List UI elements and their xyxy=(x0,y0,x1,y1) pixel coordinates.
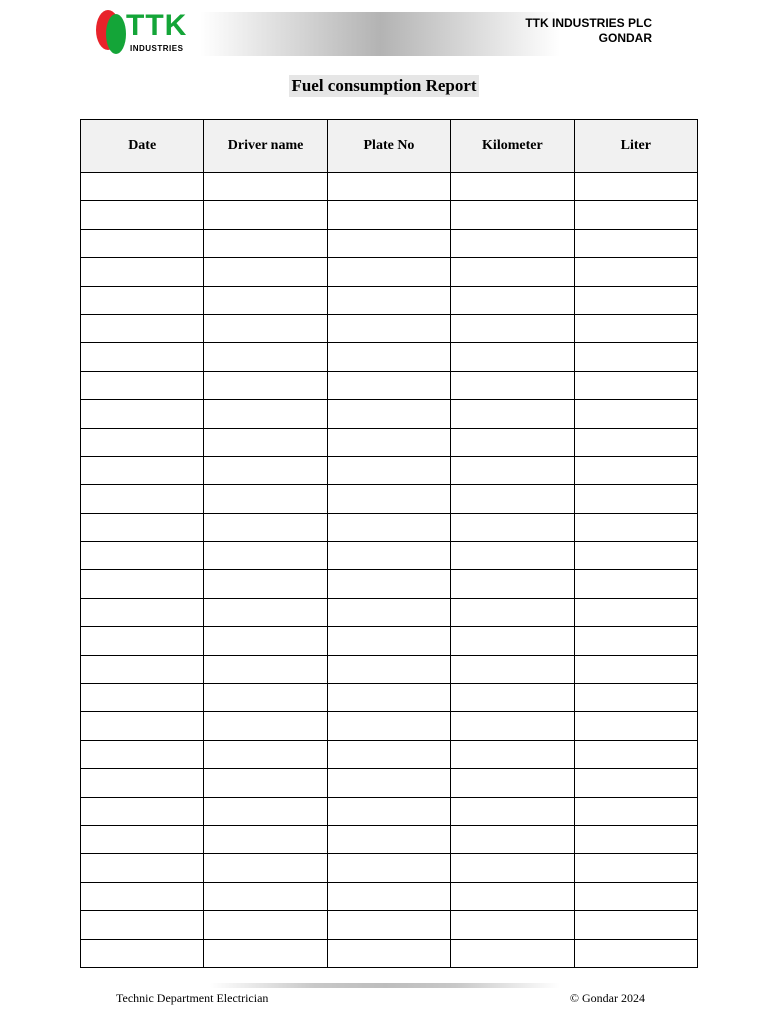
table-cell[interactable] xyxy=(204,456,327,484)
table-cell[interactable] xyxy=(204,371,327,399)
report-title: Fuel consumption Report xyxy=(291,76,477,95)
footer-copyright: © Gondar 2024 xyxy=(569,991,645,1005)
table-cell[interactable] xyxy=(451,825,574,853)
table-cell[interactable] xyxy=(574,314,697,342)
table-cell[interactable] xyxy=(81,258,204,286)
table-cell[interactable] xyxy=(81,854,204,882)
table-cell[interactable] xyxy=(81,513,204,541)
table-cell[interactable] xyxy=(204,911,327,939)
table-cell[interactable] xyxy=(81,201,204,229)
table-cell[interactable] xyxy=(451,456,574,484)
column-header-liter: Liter xyxy=(574,120,697,173)
table-cell[interactable] xyxy=(574,825,697,853)
table-cell[interactable] xyxy=(81,485,204,513)
table-cell[interactable] xyxy=(451,939,574,967)
table-cell[interactable] xyxy=(451,428,574,456)
footer-gradient-rule xyxy=(210,983,560,988)
table-row xyxy=(81,570,698,598)
table-cell[interactable] xyxy=(574,598,697,626)
table-cell[interactable] xyxy=(574,229,697,257)
table-cell[interactable] xyxy=(327,684,450,712)
company-city: GONDAR xyxy=(598,31,652,45)
table-cell[interactable] xyxy=(451,598,574,626)
table-row xyxy=(81,825,698,853)
table-cell[interactable] xyxy=(327,258,450,286)
table-cell[interactable] xyxy=(81,684,204,712)
table-cell[interactable] xyxy=(204,939,327,967)
table-cell[interactable] xyxy=(327,400,450,428)
table-cell[interactable] xyxy=(327,939,450,967)
table-cell[interactable] xyxy=(451,655,574,683)
table-cell[interactable] xyxy=(204,570,327,598)
table-row xyxy=(81,769,698,797)
table-cell[interactable] xyxy=(81,769,204,797)
table-cell[interactable] xyxy=(204,627,327,655)
table-cell[interactable] xyxy=(574,201,697,229)
table-cell[interactable] xyxy=(574,286,697,314)
table-row xyxy=(81,627,698,655)
table-cell[interactable] xyxy=(204,286,327,314)
table-cell[interactable] xyxy=(81,371,204,399)
table-cell[interactable] xyxy=(81,229,204,257)
table-cell[interactable] xyxy=(81,627,204,655)
table-cell[interactable] xyxy=(327,343,450,371)
table-cell[interactable] xyxy=(451,882,574,910)
table-cell[interactable] xyxy=(327,655,450,683)
table-cell[interactable] xyxy=(81,939,204,967)
table-cell[interactable] xyxy=(327,598,450,626)
table-cell[interactable] xyxy=(574,570,697,598)
table-cell[interactable] xyxy=(327,797,450,825)
logo-subtext: INDUSTRIES xyxy=(130,44,184,53)
logo-green-oval xyxy=(106,14,126,54)
table-cell[interactable] xyxy=(81,712,204,740)
table-row xyxy=(81,371,698,399)
table-row xyxy=(81,485,698,513)
table-cell[interactable] xyxy=(327,570,450,598)
table-row xyxy=(81,343,698,371)
table-cell[interactable] xyxy=(451,712,574,740)
table-cell[interactable] xyxy=(204,314,327,342)
table-cell[interactable] xyxy=(204,173,327,201)
table-cell[interactable] xyxy=(327,542,450,570)
table-cell[interactable] xyxy=(204,854,327,882)
table-cell[interactable] xyxy=(451,797,574,825)
table-cell[interactable] xyxy=(327,485,450,513)
table-row xyxy=(81,655,698,683)
table-cell[interactable] xyxy=(327,882,450,910)
table-cell[interactable] xyxy=(574,371,697,399)
table-cell[interactable] xyxy=(574,854,697,882)
fuel-report-table xyxy=(80,119,698,968)
table-cell[interactable] xyxy=(574,485,697,513)
footer-department: Technic Department Electrician xyxy=(116,991,269,1005)
table-cell[interactable] xyxy=(574,740,697,768)
table-row xyxy=(81,939,698,967)
table-cell[interactable] xyxy=(204,201,327,229)
page-header xyxy=(0,0,768,64)
table-cell[interactable] xyxy=(574,911,697,939)
table-cell[interactable] xyxy=(327,712,450,740)
table-cell[interactable] xyxy=(451,400,574,428)
table-cell[interactable] xyxy=(574,797,697,825)
table-cell[interactable] xyxy=(81,343,204,371)
table-row xyxy=(81,882,698,910)
company-block xyxy=(525,16,652,46)
table-cell[interactable] xyxy=(327,825,450,853)
table-cell[interactable] xyxy=(451,286,574,314)
table-cell[interactable] xyxy=(327,627,450,655)
table-cell[interactable] xyxy=(204,882,327,910)
table-row xyxy=(81,797,698,825)
table-cell[interactable] xyxy=(81,882,204,910)
table-cell[interactable] xyxy=(81,797,204,825)
table-cell[interactable] xyxy=(574,428,697,456)
table-cell[interactable] xyxy=(574,684,697,712)
table-cell[interactable] xyxy=(327,371,450,399)
table-row xyxy=(81,229,698,257)
table-cell[interactable] xyxy=(204,428,327,456)
logo-text: TTK xyxy=(126,9,188,42)
column-header-date: Date xyxy=(81,120,204,173)
table-cell[interactable] xyxy=(327,911,450,939)
table-cell[interactable] xyxy=(81,570,204,598)
table-cell[interactable] xyxy=(81,456,204,484)
table-cell[interactable] xyxy=(81,173,204,201)
table-cell[interactable] xyxy=(327,769,450,797)
table-cell[interactable] xyxy=(81,314,204,342)
table-cell[interactable] xyxy=(451,201,574,229)
table-cell[interactable] xyxy=(574,400,697,428)
table-cell[interactable] xyxy=(451,627,574,655)
table-cell[interactable] xyxy=(451,513,574,541)
table-cell[interactable] xyxy=(204,769,327,797)
table-row xyxy=(81,314,698,342)
table-cell[interactable] xyxy=(327,513,450,541)
table-row xyxy=(81,201,698,229)
table-cell[interactable] xyxy=(81,542,204,570)
table-cell[interactable] xyxy=(574,343,697,371)
table-row xyxy=(81,258,698,286)
table-cell[interactable] xyxy=(327,854,450,882)
table-cell[interactable] xyxy=(81,286,204,314)
table-cell[interactable] xyxy=(574,627,697,655)
table-row xyxy=(81,400,698,428)
table-cell[interactable] xyxy=(451,769,574,797)
table-cell[interactable] xyxy=(327,456,450,484)
table-row xyxy=(81,598,698,626)
table-cell[interactable] xyxy=(574,456,697,484)
table-cell[interactable] xyxy=(574,173,697,201)
table-cell[interactable] xyxy=(574,712,697,740)
table-cell[interactable] xyxy=(204,542,327,570)
table-cell[interactable] xyxy=(574,258,697,286)
table-cell[interactable] xyxy=(81,428,204,456)
table-cell[interactable] xyxy=(204,513,327,541)
table-row xyxy=(81,513,698,541)
table-cell[interactable] xyxy=(204,400,327,428)
table-cell[interactable] xyxy=(451,314,574,342)
table-body xyxy=(81,173,698,968)
table-cell[interactable] xyxy=(451,854,574,882)
table-cell[interactable] xyxy=(574,513,697,541)
table-cell[interactable] xyxy=(327,201,450,229)
table-row xyxy=(81,173,698,201)
table-cell[interactable] xyxy=(81,740,204,768)
table-cell[interactable] xyxy=(81,655,204,683)
table-cell[interactable] xyxy=(204,485,327,513)
table-cell[interactable] xyxy=(451,740,574,768)
table-cell[interactable] xyxy=(327,428,450,456)
table-cell[interactable] xyxy=(574,542,697,570)
table-cell[interactable] xyxy=(327,740,450,768)
table-cell[interactable] xyxy=(204,598,327,626)
table-cell[interactable] xyxy=(574,655,697,683)
column-header-plate-no: Plate No xyxy=(327,120,450,173)
table-cell[interactable] xyxy=(574,882,697,910)
table-cell[interactable] xyxy=(451,570,574,598)
table-cell[interactable] xyxy=(204,655,327,683)
table-cell[interactable] xyxy=(451,371,574,399)
table-row xyxy=(81,542,698,570)
table-row xyxy=(81,911,698,939)
table-row xyxy=(81,286,698,314)
table-cell[interactable] xyxy=(451,173,574,201)
table-cell[interactable] xyxy=(204,258,327,286)
table-cell[interactable] xyxy=(574,769,697,797)
table-cell[interactable] xyxy=(451,258,574,286)
table-cell[interactable] xyxy=(204,229,327,257)
table-cell[interactable] xyxy=(327,173,450,201)
table-cell[interactable] xyxy=(204,825,327,853)
table-row xyxy=(81,456,698,484)
table-cell[interactable] xyxy=(81,825,204,853)
table-cell[interactable] xyxy=(451,343,574,371)
table-cell[interactable] xyxy=(327,229,450,257)
table-row xyxy=(81,684,698,712)
table-cell[interactable] xyxy=(204,343,327,371)
table-cell[interactable] xyxy=(451,542,574,570)
table-cell[interactable] xyxy=(327,286,450,314)
table-row xyxy=(81,740,698,768)
table-row xyxy=(81,712,698,740)
header-gradient-band xyxy=(200,12,560,56)
table-cell[interactable] xyxy=(81,400,204,428)
title-wrapper xyxy=(0,75,768,97)
table-cell[interactable] xyxy=(204,740,327,768)
table-cell[interactable] xyxy=(81,598,204,626)
table-row xyxy=(81,428,698,456)
table-cell[interactable] xyxy=(81,911,204,939)
ttk-logo xyxy=(96,8,206,56)
company-name: TTK INDUSTRIES PLC xyxy=(525,16,652,30)
table-cell[interactable] xyxy=(204,712,327,740)
table-cell[interactable] xyxy=(451,485,574,513)
column-header-driver-name: Driver name xyxy=(204,120,327,173)
table-cell[interactable] xyxy=(204,797,327,825)
table-cell[interactable] xyxy=(451,911,574,939)
column-header-kilometer: Kilometer xyxy=(451,120,574,173)
table-cell[interactable] xyxy=(451,684,574,712)
table-cell[interactable] xyxy=(204,684,327,712)
table-row xyxy=(81,854,698,882)
table-cell[interactable] xyxy=(574,939,697,967)
table-cell[interactable] xyxy=(327,314,450,342)
table-header-row xyxy=(81,120,698,173)
table-cell[interactable] xyxy=(451,229,574,257)
